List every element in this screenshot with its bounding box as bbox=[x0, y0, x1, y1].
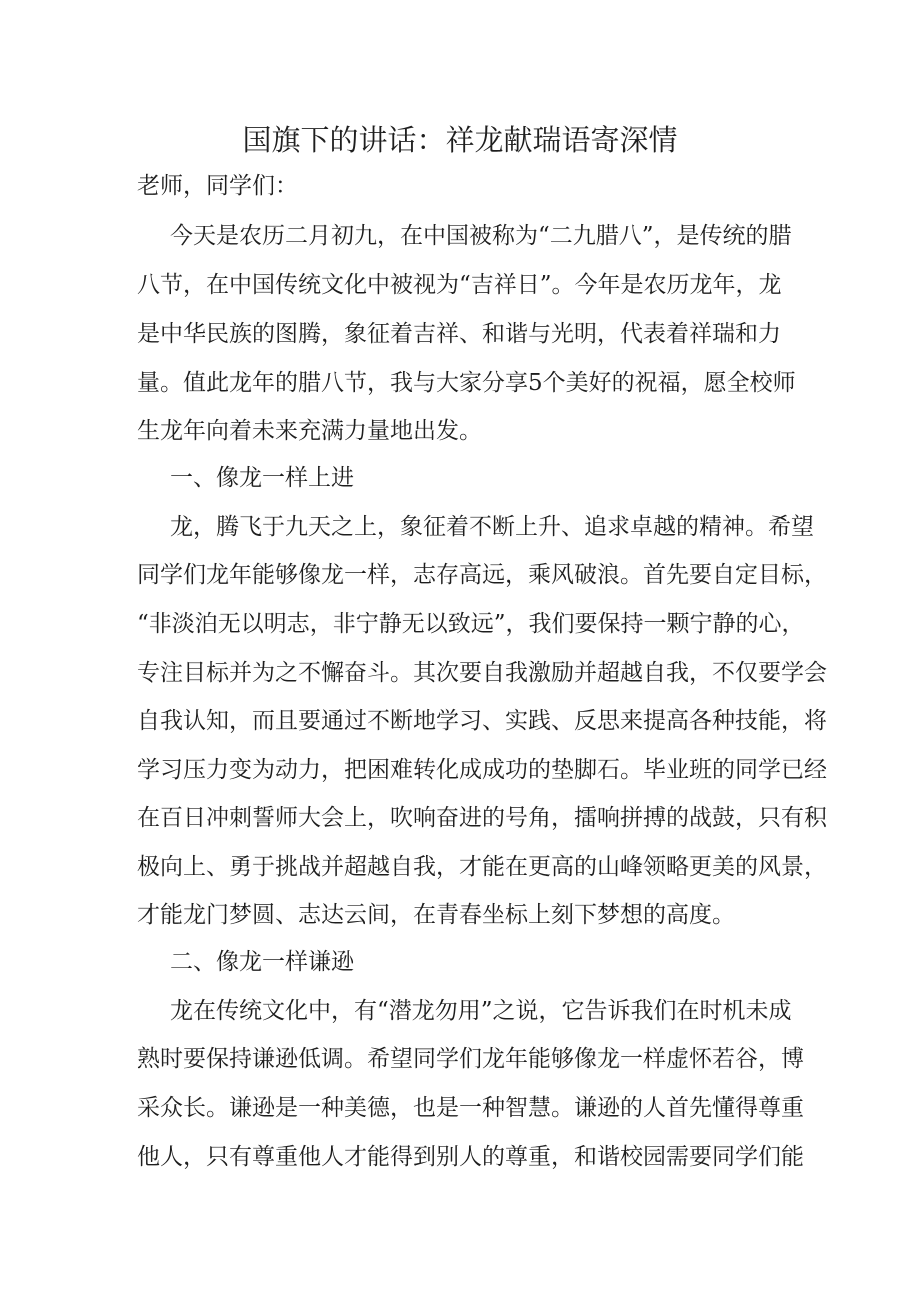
document-title: 国旗下的讲话：祥龙献瑞语寄深情 bbox=[242, 123, 678, 157]
paragraph-line: 同学们龙年能够像龙一样，志存高远，乘风破浪。首先要自定目标， bbox=[137, 562, 827, 588]
paragraph-line: 在百日冲刺誓师大会上，吹响奋进的号角，擂响拼搏的战鼓，只有积 bbox=[137, 805, 827, 831]
salutation: 老师，同学们： bbox=[137, 173, 298, 199]
paragraph-line: 龙在传统文化中，有“潜龙勿用”之说，它告诉我们在时机未成 bbox=[170, 998, 792, 1024]
paragraph-line: 八节，在中国传统文化中被视为“吉祥日”。今年是农历龙年，龙 bbox=[137, 272, 782, 298]
paragraph-line: 龙，腾飞于九天之上，象征着不断上升、追求卓越的精神。希望 bbox=[170, 514, 814, 540]
paragraph-line: 极向上、勇于挑战并超越自我，才能在更高的山峰领略更美的风景， bbox=[137, 854, 827, 880]
section-heading: 一、像龙一样上进 bbox=[170, 465, 354, 491]
paragraph-line: 自我认知，而且要通过不断地学习、实践、反思来提高各种技能，将 bbox=[137, 708, 827, 734]
paragraph-line: 熟时要保持谦逊低调。希望同学们龙年能够像龙一样虚怀若谷，博 bbox=[137, 1046, 804, 1072]
paragraph-line: 量。值此龙年的腊八节，我与大家分享5个美好的祝福，愿全校师 bbox=[137, 370, 796, 396]
paragraph-line: 采众长。谦逊是一种美德，也是一种智慧。谦逊的人首先懂得尊重 bbox=[137, 1095, 804, 1121]
paragraph-line: 学习压力变为动力，把困难转化成成功的垫脚石。毕业班的同学已经 bbox=[137, 757, 827, 783]
paragraph-line: 才能龙门梦圆、志达云间，在青春坐标上刻下梦想的高度。 bbox=[137, 902, 735, 928]
paragraph-line: 他人，只有尊重他人才能得到别人的尊重，和谐校园需要同学们能 bbox=[137, 1144, 804, 1170]
paragraph-line: 生龙年向着未来充满力量地出发。 bbox=[137, 418, 482, 444]
paragraph-line: 是中华民族的图腾，象征着吉祥、和谐与光明，代表着祥瑞和力 bbox=[137, 321, 781, 347]
section-heading: 二、像龙一样谦逊 bbox=[170, 949, 354, 975]
paragraph-line: 今天是农历二月初九，在中国被称为“二九腊八”，是传统的腊 bbox=[170, 223, 792, 249]
paragraph-line: “非淡泊无以明志，非宁静无以致远”，我们要保持一颗宁静的心， bbox=[137, 611, 805, 637]
paragraph-line: 专注目标并为之不懈奋斗。其次要自我激励并超越自我，不仅要学会 bbox=[137, 660, 827, 686]
